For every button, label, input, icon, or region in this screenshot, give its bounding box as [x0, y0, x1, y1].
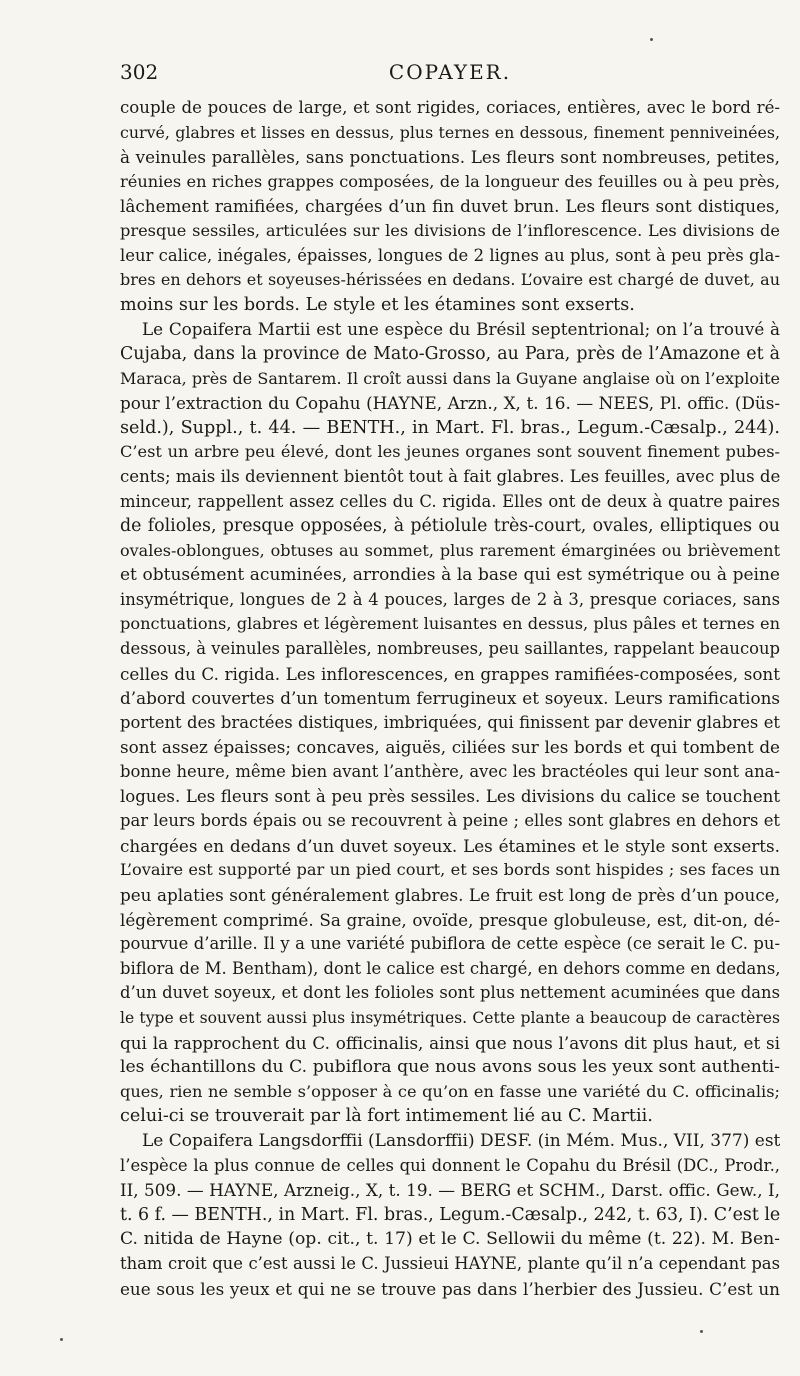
paper-speck — [650, 38, 653, 41]
text-line: Maraca, près de Santarem. Il croît aussi dans la Guyane anglaise où on l’exploite — [120, 368, 780, 388]
text-line: eue sous les yeux et qui ne se trouve pas dans l’herbier des Jussieu. C’est un — [120, 1278, 780, 1299]
text-line: ovales-oblongues, obtuses au sommet, plus rarement émarginées ou brièvement — [120, 540, 780, 560]
text-line: C’est un arbre peu élevé, dont les jeunes organes sont souvent finement pubes- — [120, 442, 780, 462]
text-line: les échantillons du C. pubiflora que nous avons sous les yeux sont authenti- — [120, 1057, 780, 1078]
paper-speck — [60, 1338, 63, 1341]
text-line: d’un duvet soyeux, et dont les folioles sont plus nettement acuminées que dans — [120, 983, 780, 1003]
text-line: leur calice, inégales, épaisses, longues de 2 lignes au plus, sont à peu près gla- — [120, 245, 780, 265]
text-line: minceur, rappellent assez celles du C. rigida. Elles ont de deux à quatre paires — [120, 491, 780, 511]
text-line: bres en dehors et soyeuses-hérissées en dedans. L’ovaire est chargé de duvet, au — [120, 270, 780, 290]
text-line: d’abord couvertes d’un tomentum ferrugineux et soyeux. Leurs ramifications — [120, 688, 780, 709]
text-line: le type et souvent aussi plus insymétriques. Cette plante a beaucoup de caractères — [120, 1008, 780, 1027]
text-line: l’espèce la plus connue de celles qui donnent le Copahu du Brésil (DC., Prodr., — [120, 1155, 780, 1175]
text-line: seld.), Suppl., t. 44. — BENTH., in Mart. Fl. bras., Legum.-Cæsalp., 244). — [120, 417, 780, 438]
text-line: celles du C. rigida. Les inflorescences, en grappes ramifiées-composées, sont — [120, 663, 780, 684]
text-line: insymétrique, longues de 2 à 4 pouces, larges de 2 à 3, presque coriaces, sans — [120, 589, 780, 609]
text-line: bonne heure, même bien avant l’anthère, avec les bractéoles qui leur sont ana- — [120, 762, 780, 782]
text-line: ponctuations, glabres et légèrement luisantes en dessus, plus pâles et ternes en — [120, 614, 780, 634]
text-line: L’ovaire est supporté par un pied court, et ses bords sont hispides ; ses faces un — [120, 860, 780, 880]
text-line: presque sessiles, articulées sur les divisions de l’inflorescence. Les divisions de — [120, 220, 780, 240]
text-line: qui la rapprochent du C. officinalis, ainsi que nous l’avons dit plus haut, et si — [120, 1032, 780, 1053]
running-head — [120, 60, 780, 90]
text-line: celui-ci se trouverait par là fort intimement lié au C. Martii. — [120, 1106, 653, 1127]
text-line: Cujaba, dans la province de Mato-Grosso, au Para, près de l’Amazone et à — [120, 343, 780, 364]
text-line: chargées en dedans d’un duvet soyeux. Les étamines et le style sont exserts. — [120, 835, 780, 856]
text-line: II, 509. — HAYNE, Arzneig., X, t. 19. — BERG et SCHM., Darst. offic. Gew., I, — [120, 1180, 780, 1201]
text-line: légèrement comprimé. Sa graine, ovoïde, presque globuleuse, est, dit-on, dé- — [120, 909, 780, 930]
paper-speck — [700, 1330, 703, 1333]
text-line: portent des bractées distiques, imbriquées, qui finissent par devenir glabres et — [120, 712, 780, 732]
text-line: t. 6 f. — BENTH., in Mart. Fl. bras., Legum.-Cæsalp., 242, t. 63, I). C’est le — [120, 1204, 780, 1225]
text-line: tham croit que c’est aussi le C. Jussieui HAYNE, plante qu’il n’a cependant pas — [120, 1253, 780, 1273]
text-line: sont assez épaisses; concaves, aiguës, ciliées sur les bords et qui tombent de — [120, 737, 780, 758]
text-line: C. nitida de Hayne (op. cit., t. 17) et le C. Sellowii du même (t. 22). M. Ben- — [120, 1229, 780, 1250]
text-line: cents; mais ils deviennent bientôt tout à fait glabres. Les feuilles, avec plus de — [120, 466, 780, 486]
text-line: à veinules parallèles, sans ponctuations. Les fleurs sont nombreuses, petites, — [120, 147, 780, 168]
text-line: ques, rien ne semble s’opposer à ce qu’on en fasse une variété du C. officinalis; — [120, 1081, 780, 1101]
text-line: pourvue d’arille. Il y a une variété pubiflora de cette espèce (ce serait le C. pu- — [120, 934, 780, 954]
text-line: de folioles, presque opposées, à pétiolule très-court, ovales, elliptiques ou — [120, 516, 780, 537]
text-line: et obtusément acuminées, arrondies à la base qui est symétrique ou à peine — [120, 565, 780, 586]
page-number: 302 — [120, 60, 159, 84]
text-line: logues. Les fleurs sont à peu près sessiles. Les divisions du calice se touchent — [120, 786, 780, 806]
text-line: moins sur les bords. Le style et les étamines sont exserts. — [120, 294, 635, 315]
running-title: COPAYER. — [388, 60, 512, 84]
text-line: lâchement ramifiées, chargées d’un fin duvet brun. Les fleurs sont distiques, — [120, 196, 780, 217]
text-line: dessous, à veinules parallèles, nombreuses, peu saillantes, rappelant beaucoup — [120, 639, 780, 659]
text-line: couple de pouces de large, et sont rigides, coriaces, entières, avec le bord ré- — [120, 98, 780, 117]
text-line: curvé, glabres et lisses en dessus, plus ternes en dessous, finement penniveinées, — [120, 122, 780, 142]
text-line: réunies en riches grappes composées, de la longueur des feuilles ou à peu près, — [120, 171, 780, 191]
text-line: par leurs bords épais ou se recouvrent à peine ; elles sont glabres en dehors et — [120, 811, 780, 831]
text-line: Le Copaifera Langsdorffii (Lansdorffii) DESF. (in Mém. Mus., VII, 377) est — [142, 1130, 780, 1151]
text-line: peu aplaties sont généralement glabres. Le fruit est long de près d’un pouce, — [120, 885, 780, 905]
text-line: pour l’extraction du Copahu (HAYNE, Arzn., X, t. 16. — NEES, Pl. offic. (Düs- — [120, 393, 780, 414]
text-line: biflora de M. Bentham), dont le calice est chargé, en dehors comme en dedans, — [120, 958, 780, 978]
body-text — [120, 96, 780, 1301]
text-line: Le Copaifera Martii est une espèce du Brésil septentrional; on l’a trouvé à — [142, 319, 780, 340]
